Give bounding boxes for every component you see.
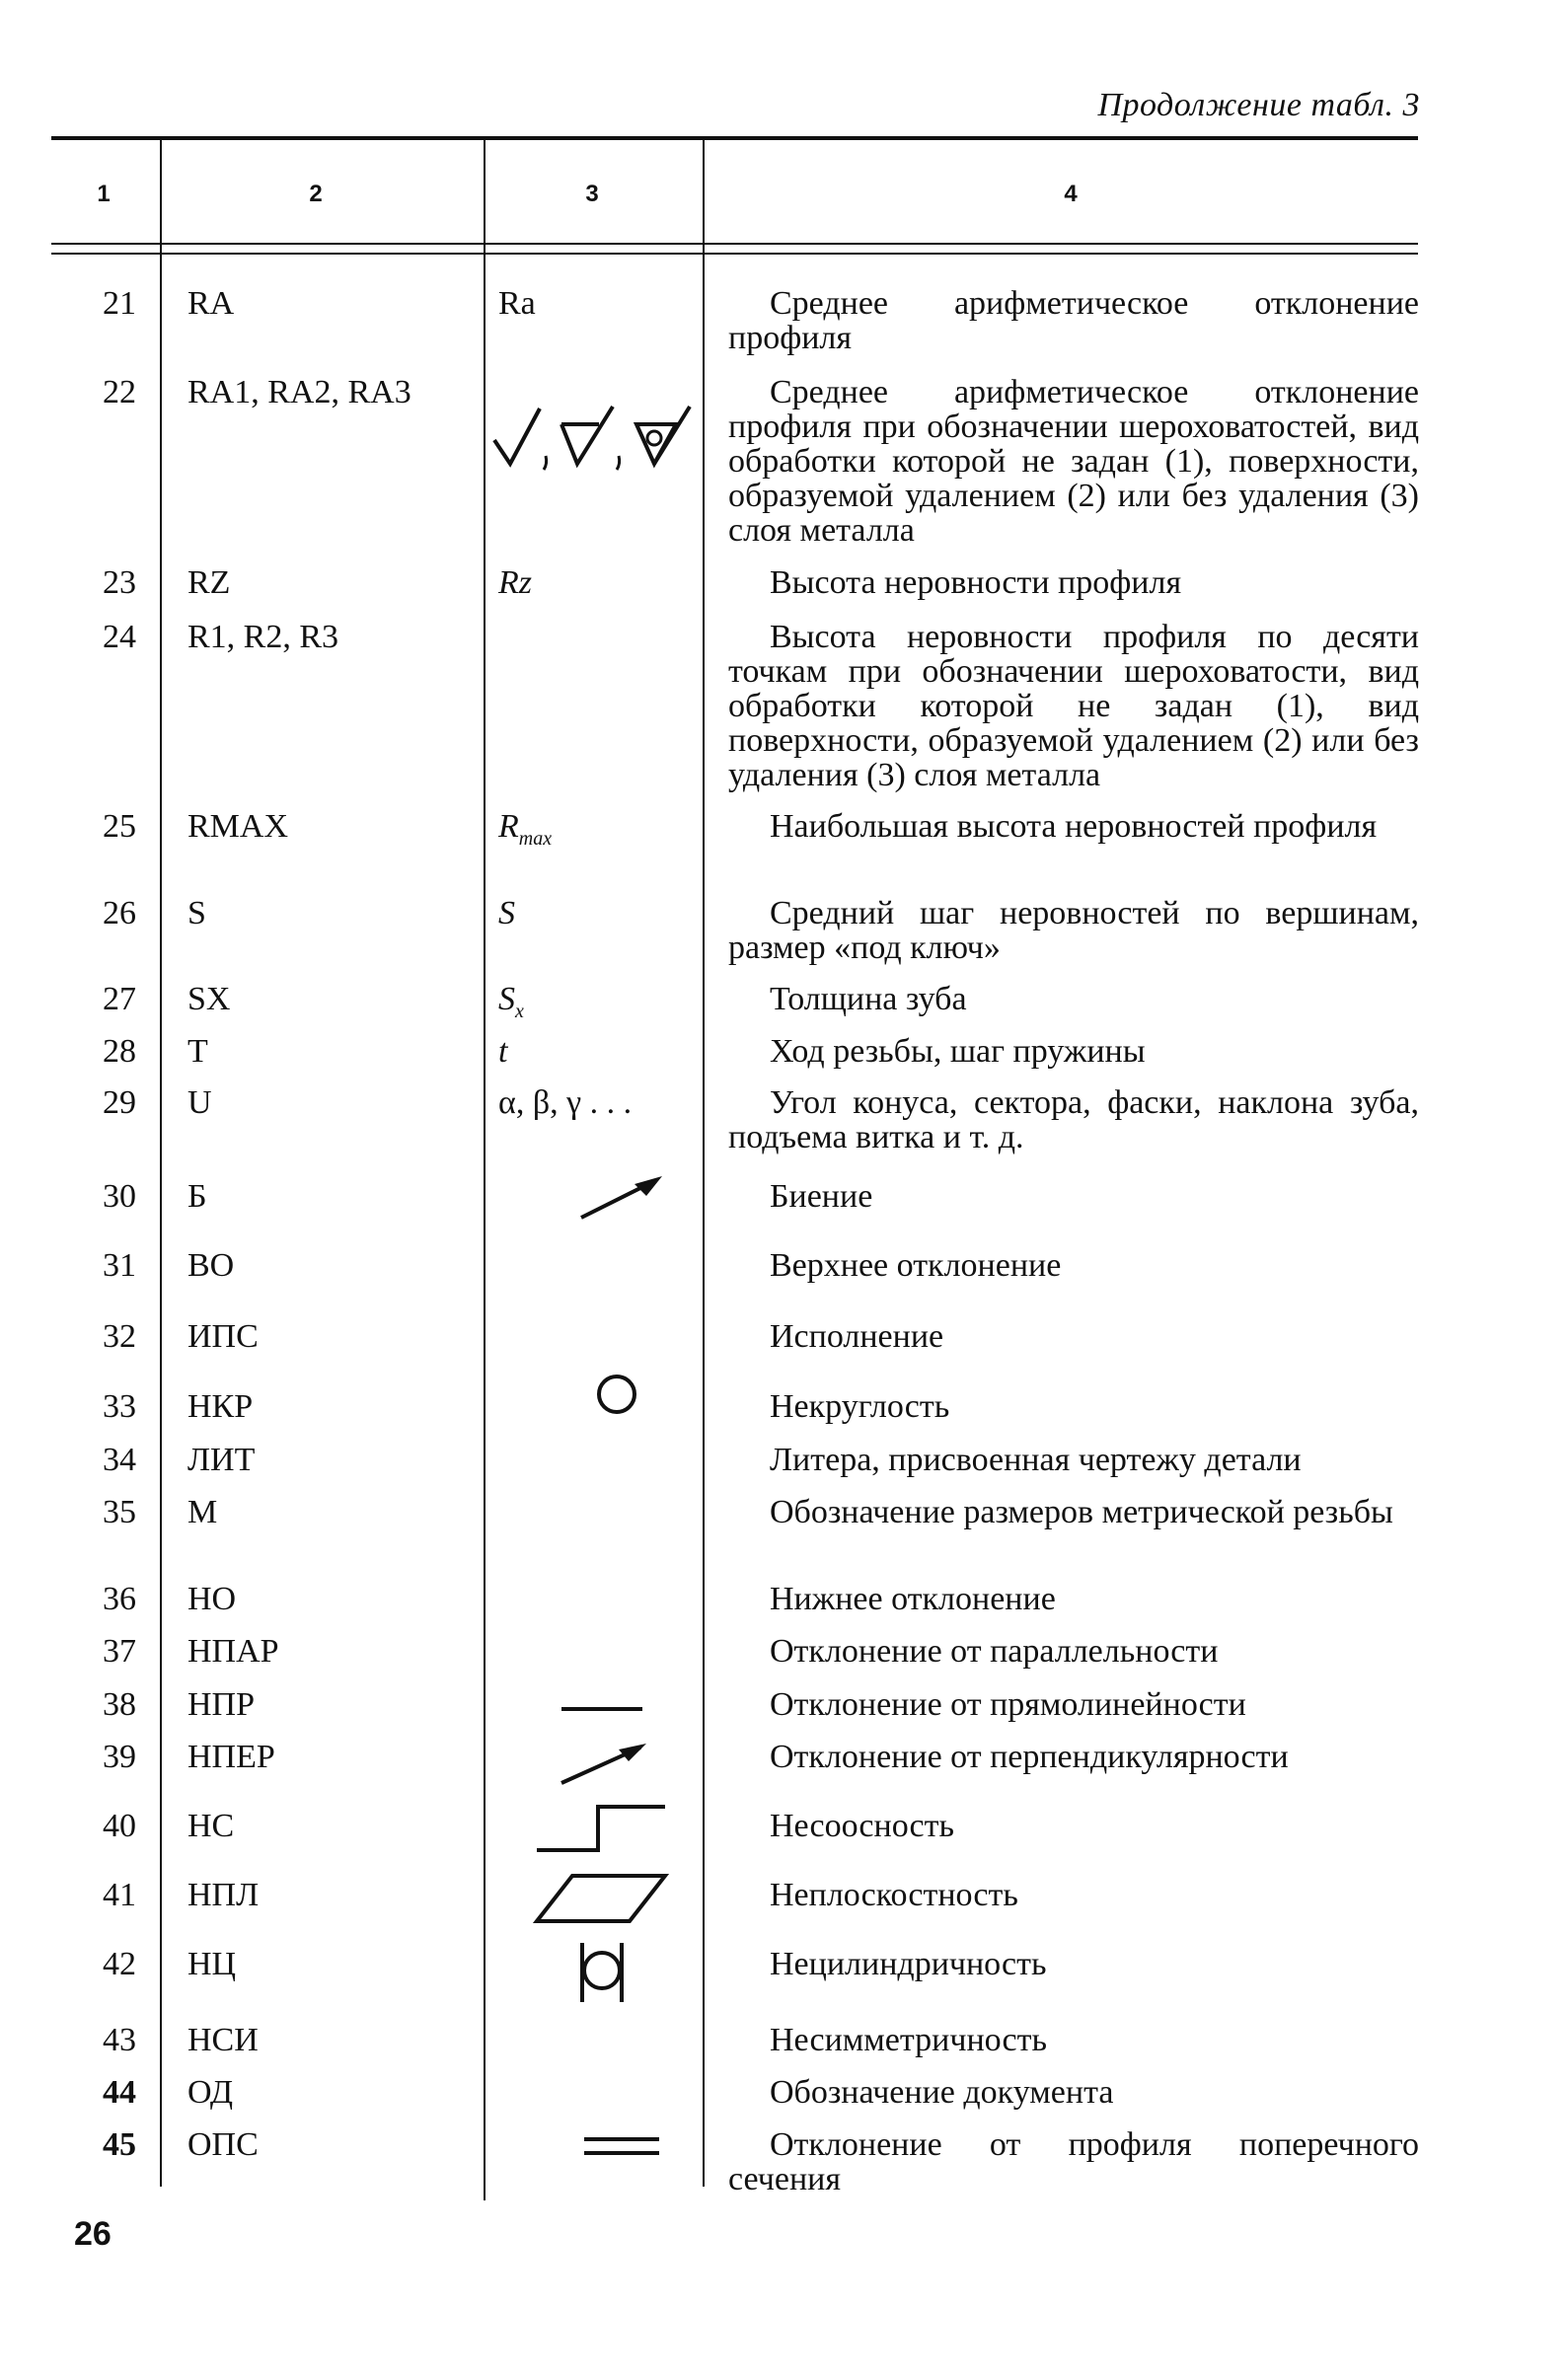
row-code: RA1, RA2, RA3: [187, 374, 411, 410]
row-number: 30: [103, 1178, 136, 1215]
row-number: 24: [103, 619, 136, 655]
row-symbol: Rz: [498, 564, 532, 601]
column-divider-3: [703, 138, 705, 2187]
row-description: Средний шаг неровностей по вершинам, размер «под ключ»: [728, 895, 1419, 966]
table-continuation-caption: Продолжение табл. 3: [1097, 87, 1420, 123]
roundness-circle-icon: [592, 1370, 641, 1419]
row-number: 35: [103, 1494, 136, 1530]
row-description: Отклонение от перпендикулярности: [770, 1739, 1289, 1775]
profile-double-line-icon: [582, 2131, 661, 2161]
page-number: 26: [74, 2215, 112, 2253]
row-number: 22: [103, 374, 136, 410]
row-code: Б: [187, 1178, 207, 1215]
row-description: Несимметричность: [770, 2022, 1047, 2058]
row-code: RZ: [187, 564, 231, 601]
row-code: НЦ: [187, 1946, 237, 1982]
row-description: Наибольшая высота неровностей профиля: [770, 808, 1378, 845]
flatness-parallelogram-icon: [533, 1868, 671, 1927]
header-bottom-rule: [51, 243, 1418, 245]
row-number: 45: [103, 2126, 136, 2163]
row-code: R1, R2, R3: [187, 619, 339, 655]
row-number: 21: [103, 285, 136, 322]
header-col-1: 1: [97, 181, 111, 207]
row-description: Отклонение от прямолинейности: [770, 1686, 1246, 1723]
row-symbol: S: [498, 895, 515, 931]
row-number: 31: [103, 1247, 136, 1284]
row-number: 43: [103, 2022, 136, 2058]
row-symbol: α, β, γ . . .: [498, 1084, 633, 1121]
row-code: НС: [187, 1808, 235, 1844]
row-code: ЛИТ: [187, 1442, 256, 1478]
header-col-2: 2: [309, 181, 323, 207]
row-description: Несоосность: [770, 1808, 955, 1844]
row-description: Нецилиндричность: [770, 1946, 1047, 1982]
row-symbol: $R_{max}$: [498, 808, 553, 850]
header-col-4: 4: [1064, 181, 1078, 207]
row-symbol: t: [498, 1033, 508, 1070]
row-code: T: [187, 1033, 208, 1070]
row-code: U: [187, 1084, 212, 1121]
row-description: Отклонение от профиля поперечного сечения: [728, 2126, 1419, 2197]
row-code: НПЕР: [187, 1739, 275, 1775]
row-description: Неплоскостность: [770, 1877, 1018, 1913]
row-description: Верхнее отклонение: [770, 1247, 1062, 1284]
straightness-line-icon: [558, 1699, 646, 1719]
row-code: М: [187, 1494, 218, 1530]
row-code: НПАР: [187, 1633, 279, 1670]
row-number: 27: [103, 981, 136, 1017]
row-code: RA: [187, 285, 235, 322]
row-code: ОД: [187, 2074, 234, 2111]
perpendicularity-arrow-icon: [558, 1740, 651, 1789]
row-description: Обозначение размеров метрической резьбы: [770, 1494, 1393, 1530]
row-description: Высота неровности профиля: [770, 564, 1182, 601]
row-code: S: [187, 895, 206, 931]
row-number: 34: [103, 1442, 136, 1478]
row-number: 33: [103, 1388, 136, 1425]
row-description: Исполнение: [770, 1318, 944, 1355]
row-description: Биение: [770, 1178, 873, 1215]
row-code: ВО: [187, 1247, 235, 1284]
row-description: Высота неровности профиля по десяти точкам при обозначении шероховатости, вид обработки которой не задан (1), вид поверхности, образуемой удалением (2) или без удаления (3) слоя металла: [728, 619, 1419, 793]
column-divider-2: [484, 138, 485, 2200]
row-code: RMAX: [187, 808, 289, 845]
row-code: ОПС: [187, 2126, 259, 2163]
row-number: 39: [103, 1739, 136, 1775]
coaxiality-step-icon: [533, 1799, 671, 1858]
row-code: НО: [187, 1581, 237, 1617]
row-number: 41: [103, 1877, 136, 1913]
row-number: 23: [103, 564, 136, 601]
row-description: Обозначение документа: [770, 2074, 1114, 2111]
cylindricity-icon: [572, 1939, 632, 2008]
row-number: 40: [103, 1808, 136, 1844]
row-number: 25: [103, 808, 136, 845]
row-description: Ход резьбы, шаг пружины: [770, 1033, 1146, 1070]
row-description: Среднее арифметическое отклонение профиля: [728, 285, 1419, 356]
row-description: Среднее арифметическое отклонение профиля при обозначении шероховатостей, вид обработки которой не задан (1), поверхности, образуемой удалением (2) или без удаления (3) слоя металла: [728, 374, 1419, 549]
header-col-3: 3: [585, 181, 599, 207]
row-symbol: Ra: [498, 285, 536, 322]
row-symbol: $S_x$: [498, 981, 524, 1022]
row-number: 44: [103, 2074, 136, 2111]
row-description: Толщина зуба: [770, 981, 967, 1017]
row-number: 37: [103, 1633, 136, 1670]
column-divider-1: [160, 138, 162, 2187]
row-description: Отклонение от параллельности: [770, 1633, 1219, 1670]
row-number: 36: [103, 1581, 136, 1617]
row-number: 28: [103, 1033, 136, 1070]
row-description: Угол конуса, сектора, фаски, наклона зуба, подъема витка и т. д.: [728, 1084, 1419, 1155]
row-description: Нижнее отклонение: [770, 1581, 1056, 1617]
row-number: 32: [103, 1318, 136, 1355]
row-code: НКР: [187, 1388, 254, 1425]
row-code: НПЛ: [187, 1877, 260, 1913]
row-code: НПР: [187, 1686, 256, 1723]
row-number: 42: [103, 1946, 136, 1982]
row-description: Некруглость: [770, 1388, 950, 1425]
roughness-marks-icon: [488, 405, 696, 474]
row-code: НСИ: [187, 2022, 259, 2058]
row-number: 29: [103, 1084, 136, 1121]
row-number: 38: [103, 1686, 136, 1723]
runout-arrow-icon: [577, 1174, 666, 1224]
row-code: SX: [187, 981, 231, 1017]
row-number: 26: [103, 895, 136, 931]
header-bottom-rule-double: [51, 253, 1418, 255]
row-code: ИПС: [187, 1318, 259, 1355]
row-description: Литера, присвоенная чертежу детали: [770, 1442, 1302, 1478]
table-top-rule: [51, 136, 1418, 140]
